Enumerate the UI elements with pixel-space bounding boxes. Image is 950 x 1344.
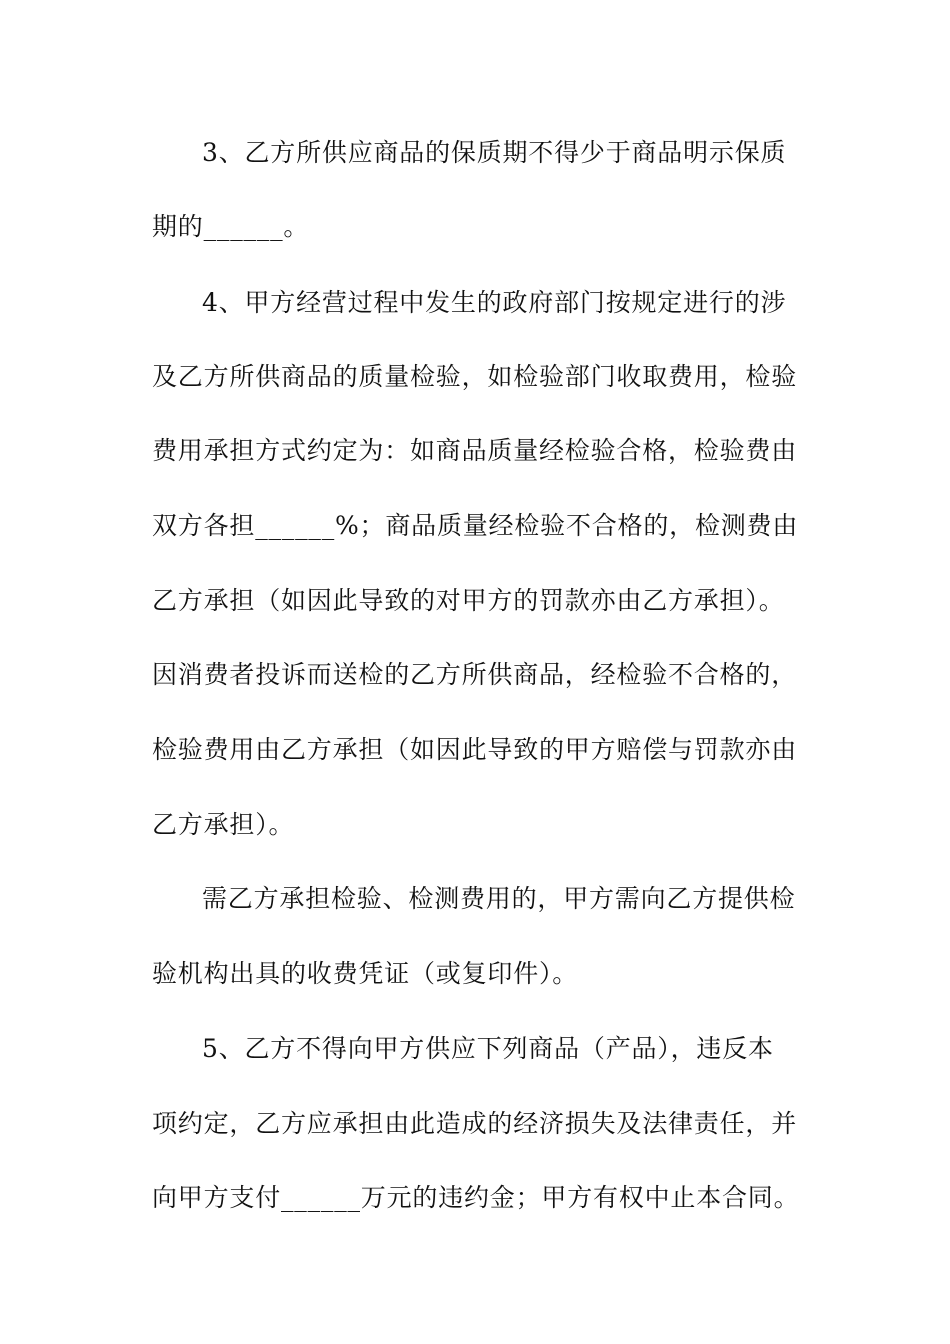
clause-4-line-8: 乙方承担）。 — [152, 810, 295, 839]
clause-4-line-2: 及乙方所供商品的质量检验，如检验部门收取费用，检验 — [152, 362, 798, 391]
clause-4-line-5: 乙方承担（如因此导致的对甲方的罚款亦由乙方承担）。 — [152, 586, 785, 615]
clause-4-line-6: 因消费者投诉而送检的乙方所供商品，经检验不合格的， — [152, 660, 798, 689]
fee-paragraph-line-1: 需乙方承担检验、检测费用的，甲方需向乙方提供检 — [202, 884, 796, 913]
clause-4-line-4: 双方各担______%；商品质量经检验不合格的，检测费由 — [152, 511, 799, 540]
clause-5-line-1: 5、乙方不得向甲方供应下列商品（产品），违反本 — [202, 1034, 774, 1063]
clause-3-line-2: 期的______。 — [152, 212, 310, 241]
clause-4-line-7: 检验费用由乙方承担（如因此导致的甲方赔偿与罚款亦由 — [152, 735, 798, 764]
clause-4-line-1: 4、甲方经营过程中发生的政府部门按规定进行的涉 — [202, 288, 787, 317]
clause-5-line-3: 向甲方支付______万元的违约金；甲方有权中止本合同。 — [152, 1183, 800, 1212]
clause-5-line-2: 项约定，乙方应承担由此造成的经济损失及法律责任，并 — [152, 1109, 798, 1138]
fee-paragraph-line-2: 验机构出具的收费凭证（或复印件）。 — [152, 959, 579, 988]
clause-4-line-3: 费用承担方式约定为：如商品质量经检验合格，检验费由 — [152, 436, 798, 465]
clause-3-line-1: 3、乙方所供应商品的保质期不得少于商品明示保质 — [202, 138, 787, 167]
